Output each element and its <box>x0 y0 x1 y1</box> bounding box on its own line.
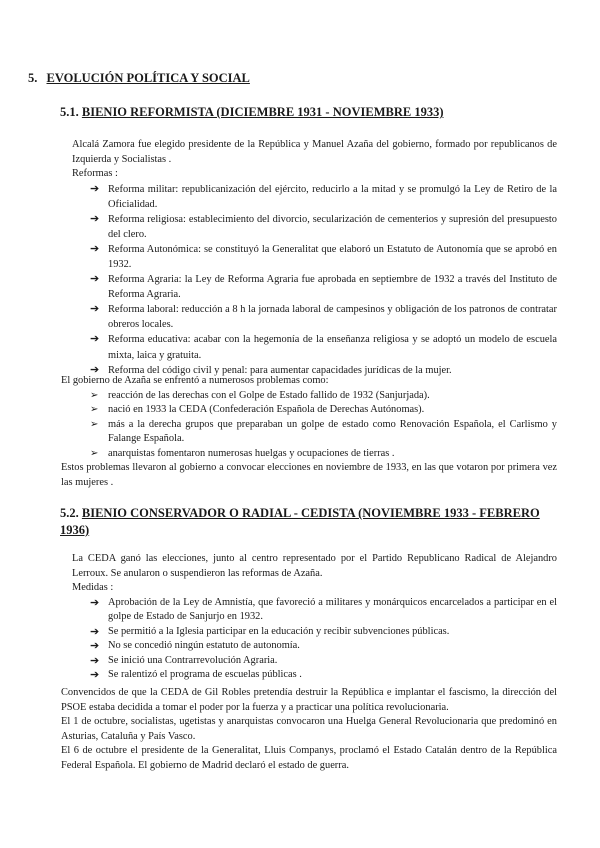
reformas-list <box>72 182 557 378</box>
medida-item-text: Se inició una Contrarrevolución Agraria. <box>108 654 278 666</box>
medida-item-text: No se concedió ningún estatuto de autonomía. <box>108 640 300 651</box>
bullet-icon: ➔ <box>90 625 100 638</box>
medida-item <box>72 668 557 683</box>
bullet-icon: ➔ <box>90 303 100 316</box>
bullet-icon: ➢ <box>90 418 99 430</box>
reforma-item-text: Reforma Agraria: la Ley de Reforma Agraria fue aprobada en septiembre de 1932 a través del Instituto de Reforma Agraria. <box>108 274 557 301</box>
subsection-2-number: 5.2. <box>60 506 79 520</box>
bullet-icon: ➔ <box>90 669 100 681</box>
sub2-paragraph: El 1 de octubre, socialistas, ugetistas y anarquistas convocaron una Huelga General Revolucionaria que predominó en Asturias, Cataluña y País Vasco. <box>61 716 557 742</box>
bullet-icon: ➔ <box>90 654 100 667</box>
bullet-icon: ➔ <box>90 363 100 376</box>
subsection-1-heading <box>60 104 550 121</box>
medidas-label: Medidas : <box>72 582 114 593</box>
section-heading <box>28 71 250 86</box>
medida-item <box>72 639 557 654</box>
reforma-item <box>72 242 557 272</box>
reforma-item-text: Reforma del código civil y penal: para aumentar capacidades jurídicas de la mujer. <box>108 364 452 376</box>
bullet-icon: ➔ <box>90 273 100 286</box>
problema-item <box>72 389 557 404</box>
sub1-intro: Alcalá Zamora fue elegido presidente de la República y Manuel Azaña del gobierno, formado por republicanos de Izquierda y Socialistas . <box>72 139 557 165</box>
reforma-item <box>72 302 557 332</box>
bullet-icon: ➔ <box>90 212 100 225</box>
bullet-icon: ➔ <box>90 242 100 255</box>
medidas-list <box>72 596 557 683</box>
problema-item <box>72 418 557 447</box>
problema-item-text: anarquistas fomentaron numerosas huelgas y ocupaciones de tierras . <box>108 447 395 459</box>
bullet-icon: ➔ <box>90 333 100 346</box>
sub1-conclusion: Estos problemas llevaron al gobierno a convocar elecciones en noviembre de 1933, en las que votaron por primera vez las mujeres . <box>61 462 557 488</box>
subsection-2-paragraphs <box>61 686 557 773</box>
reforma-item-text: Reforma militar: republicanización del ejército, reducirlo a la mitad y se promulgó la Ley de Retiro de la Oficialidad. <box>108 183 557 210</box>
bullet-icon: ➔ <box>90 596 100 609</box>
problema-item-text: más a la derecha grupos que preparaban un golpe de estado como Renovación Española, el Carlismo y Falange Española. <box>108 418 557 444</box>
medida-item <box>72 654 557 669</box>
subsection-1-body <box>72 138 557 378</box>
medida-item-text: Se permitió a la Iglesia participar en la educación y recibir subvenciones públicas. <box>108 625 450 637</box>
medida-item <box>72 625 557 640</box>
reformas-label: Reformas : <box>72 168 118 179</box>
subsection-2-body <box>72 552 557 683</box>
reforma-item-text: Reforma Autonómica: se constituyó la Generalitat que elaboró un Estatuto de Autonomía que se aprobó en 1932. <box>108 243 557 270</box>
reforma-item <box>72 212 557 242</box>
sub2-paragraph: El 6 de octubre el presidente de la Generalitat, Lluis Companys, proclamó el Estado Catalán dentro de la República Federal Española. El gobierno de Madrid declaró el estado de guerra. <box>61 745 557 771</box>
problemas-list <box>72 389 557 462</box>
bullet-icon: ➢ <box>90 404 99 415</box>
problema-item-text: reacción de las derechas con el Golpe de Estado fallido de 1932 (Sanjurjada). <box>108 389 430 401</box>
reforma-item <box>72 332 557 362</box>
reforma-item-text: Reforma laboral: reducción a 8 h la jornada laboral de campesinos y obligación de los patronos de contratar obreros locales. <box>108 304 557 331</box>
problema-item <box>72 447 557 462</box>
reforma-item <box>72 272 557 302</box>
bullet-icon: ➔ <box>90 640 100 652</box>
problema-item <box>72 403 557 418</box>
bullet-icon: ➢ <box>90 389 99 401</box>
subsection-2-title: BIENIO CONSERVADOR O RADIAL - CEDISTA (NOVIEMBRE 1933 - FEBRERO 1936) <box>60 506 540 537</box>
reforma-item-text: Reforma religiosa: establecimiento del divorcio, secularización de cementerios y supresión del presupuesto del clero. <box>108 213 557 240</box>
subsection-1-problems <box>61 374 557 490</box>
bullet-icon: ➔ <box>90 182 100 195</box>
problemas-intro: El gobierno de Azaña se enfrentó a numerosos problemas como: <box>61 375 329 386</box>
bullet-icon: ➢ <box>90 447 99 459</box>
sub2-intro: La CEDA ganó las elecciones, junto al centro representado por el Partido Republicano Radical de Alejandro Lerroux. Se anularon o suspendieron las reformas de Azaña. <box>72 553 557 579</box>
medida-item <box>72 596 557 625</box>
sub2-paragraph: Convencidos de que la CEDA de Gil Robles pretendía destruir la República e implantar el fascismo, la dirección del PSOE estaba decidida a tomar el poder por la fuerza y a practicar una política revolucionaria. <box>61 687 557 713</box>
subsection-1-number: 5.1. <box>60 105 79 119</box>
problema-item-text: nació en 1933 la CEDA (Confederación Española de Derechas Autónomas). <box>108 404 425 415</box>
reforma-item <box>72 182 557 212</box>
reforma-item-text: Reforma educativa: acabar con la hegemonía de la enseñanza religiosa y se adoptó un modelo de escuela mixta, laica y gratuita. <box>108 334 557 361</box>
subsection-1-title: BIENIO REFORMISTA (DICIEMBRE 1931 - NOVIEMBRE 1933) <box>81 105 444 119</box>
section-number: 5. <box>28 71 38 85</box>
subsection-2-heading <box>60 505 550 539</box>
medida-item-text: Se ralentizó el programa de escuelas públicas . <box>108 669 302 680</box>
medida-item-text: Aprobación de la Ley de Amnistía, que favoreció a militares y monárquicos encarcelados a participar en el golpe de Estado de Sanjurjo en 1932. <box>108 596 557 622</box>
section-title: EVOLUCIÓN POLÍTICA Y SOCIAL <box>46 71 250 85</box>
